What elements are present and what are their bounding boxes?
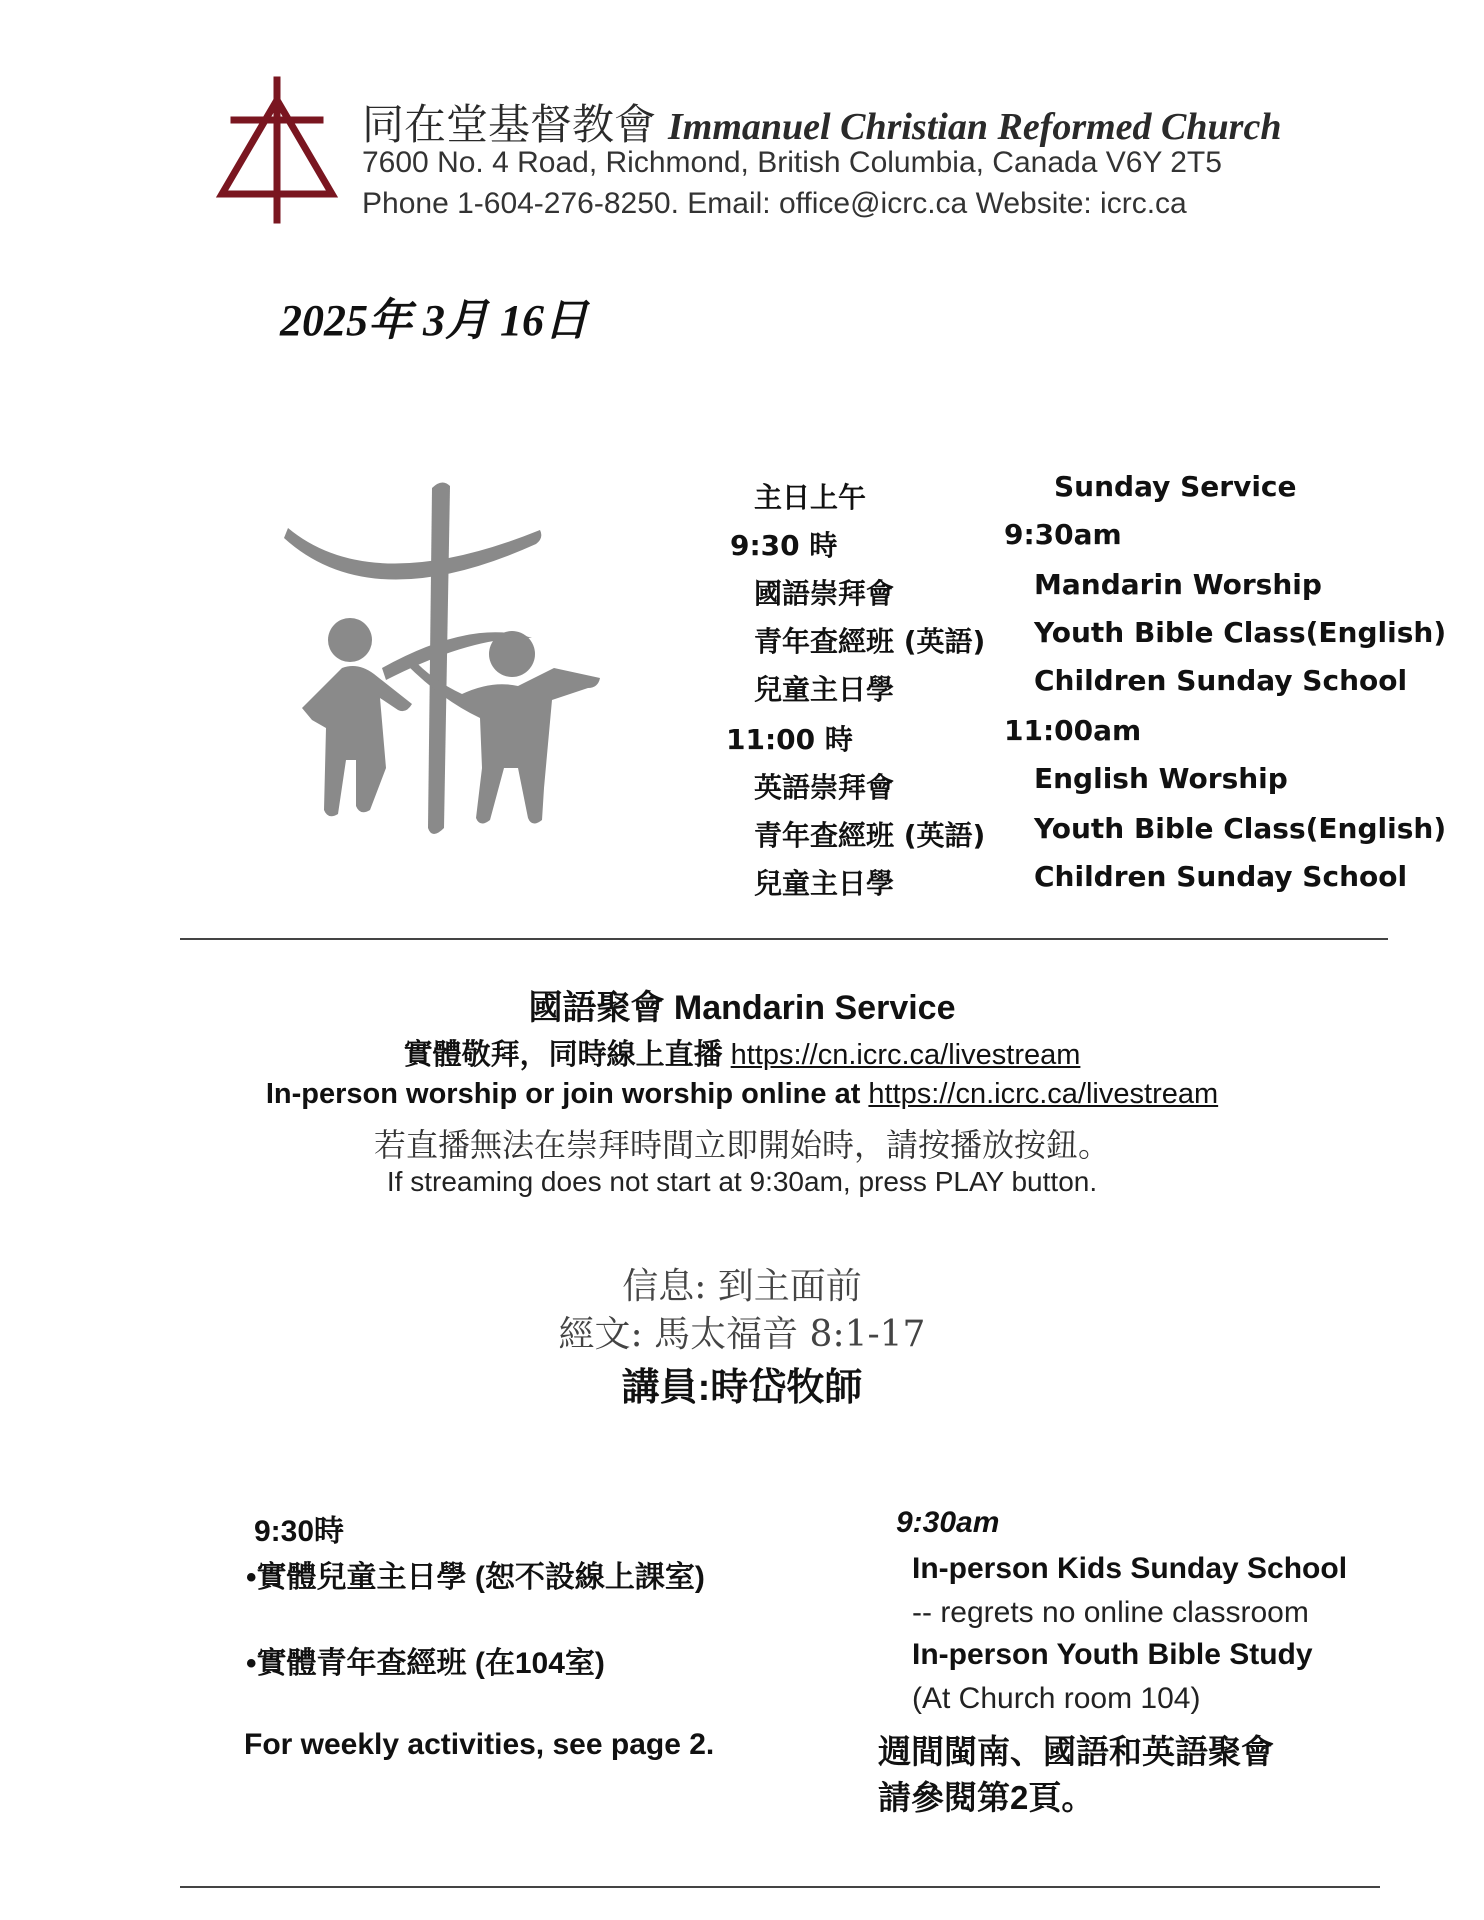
schedule-en-item: Children Sunday School bbox=[1034, 860, 1408, 893]
bottom-left-time: 9:30時 bbox=[254, 1515, 345, 1548]
schedule-zh-item: 兒童主日學 bbox=[754, 867, 895, 900]
schedule-zh-heading: 主日上午 bbox=[754, 481, 867, 514]
livestream-en-text: In-person worship or join worship online at bbox=[265, 1078, 861, 1110]
schedule-zh-item: 青年查經班 (英語) bbox=[754, 819, 986, 852]
schedule-en-item: Children Sunday School bbox=[1034, 664, 1408, 697]
church-name-zh: 同在堂基督教會 bbox=[362, 101, 657, 148]
kids-sunday-school-note: -- regrets no online classroom bbox=[912, 1596, 1309, 1629]
bullet-text: 實體兒童主日學 (恕不設線上課室) bbox=[256, 1561, 705, 1594]
schedule-zh-item: 英語崇拜會 bbox=[754, 771, 895, 804]
sermon-speaker: 講員:時岱牧師 bbox=[621, 1367, 863, 1409]
schedule-en-item: Youth Bible Class(English) bbox=[1034, 616, 1447, 649]
schedule-zh-time1: 9:30 時 bbox=[730, 529, 838, 562]
schedule-en-time1: 9:30am bbox=[1004, 518, 1122, 551]
mandarin-service-title: 國語聚會 Mandarin Service bbox=[528, 989, 956, 1027]
schedule-en-item: Youth Bible Class(English) bbox=[1034, 812, 1447, 845]
livestream-link-en[interactable]: https://cn.icrc.ca/livestream bbox=[868, 1078, 1219, 1110]
schedule-zh-time2: 11:00 時 bbox=[726, 723, 853, 756]
schedule-en-heading: Sunday Service bbox=[1054, 470, 1297, 503]
schedule-en-item: English Worship bbox=[1034, 762, 1288, 795]
sermon-scripture: 經文: 馬太福音 8:1-17 bbox=[558, 1314, 926, 1355]
streaming-note-zh: 若直播無法在崇拜時間立即開始時，請按播放按鈕。 bbox=[373, 1126, 1110, 1164]
schedule-zh-item: 青年查經班 (英語) bbox=[754, 625, 986, 658]
schedule-en-time2: 11:00am bbox=[1004, 714, 1142, 747]
livestream-zh-line bbox=[0, 1032, 1484, 1073]
livestream-link-zh[interactable]: https://cn.icrc.ca/livestream bbox=[730, 1039, 1081, 1071]
livestream-zh-text: 實體敬拜，同時線上直播 bbox=[403, 1039, 723, 1071]
bullet-icon: • bbox=[246, 1647, 257, 1680]
church-name-en: Immanuel Christian Reformed Church bbox=[668, 106, 1282, 148]
divider-bottom bbox=[180, 1886, 1380, 1888]
bullet-text: 實體青年查經班 (在104室) bbox=[256, 1647, 605, 1680]
schedule-zh-item: 兒童主日學 bbox=[754, 673, 895, 706]
streaming-note-en: If streaming does not start at 9:30am, press PLAY button. bbox=[386, 1166, 1098, 1197]
weekly-meetings-note-zh-2: 請參閱第2頁。 bbox=[878, 1779, 1095, 1816]
livestream-en-line bbox=[0, 1078, 1484, 1111]
kids-sunday-school-en: In-person Kids Sunday School bbox=[912, 1552, 1348, 1585]
youth-bible-study-en: In-person Youth Bible Study bbox=[912, 1638, 1313, 1671]
bullet-youth-bible-study bbox=[246, 1638, 605, 1682]
church-address: 7600 No. 4 Road, Richmond, British Columbia, Canada V6Y 2T5 bbox=[362, 146, 1222, 179]
bottom-right-time: 9:30am bbox=[896, 1506, 1000, 1539]
bullet-icon: • bbox=[246, 1561, 257, 1594]
bulletin-date: 2025年 3月 16日 bbox=[280, 296, 588, 345]
church-logo-icon bbox=[214, 76, 340, 224]
weekly-meetings-note-zh: 週間閩南、國語和英語聚會 bbox=[878, 1733, 1274, 1770]
schedule-en-item: Mandarin Worship bbox=[1034, 568, 1322, 601]
church-contact: Phone 1-604-276-8250. Email: office@icrc.ca Website: icrc.ca bbox=[362, 187, 1187, 220]
family-cross-icon bbox=[282, 468, 612, 848]
weekly-activities-note: For weekly activities, see page 2. bbox=[244, 1728, 715, 1761]
schedule-zh-item: 國語崇拜會 bbox=[754, 577, 895, 610]
bullet-kids-sunday-school bbox=[246, 1552, 705, 1596]
youth-bible-study-room: (At Church room 104) bbox=[912, 1682, 1201, 1715]
sermon-message: 信息: 到主面前 bbox=[622, 1266, 862, 1307]
church-name bbox=[362, 92, 1281, 152]
divider bbox=[180, 938, 1388, 940]
